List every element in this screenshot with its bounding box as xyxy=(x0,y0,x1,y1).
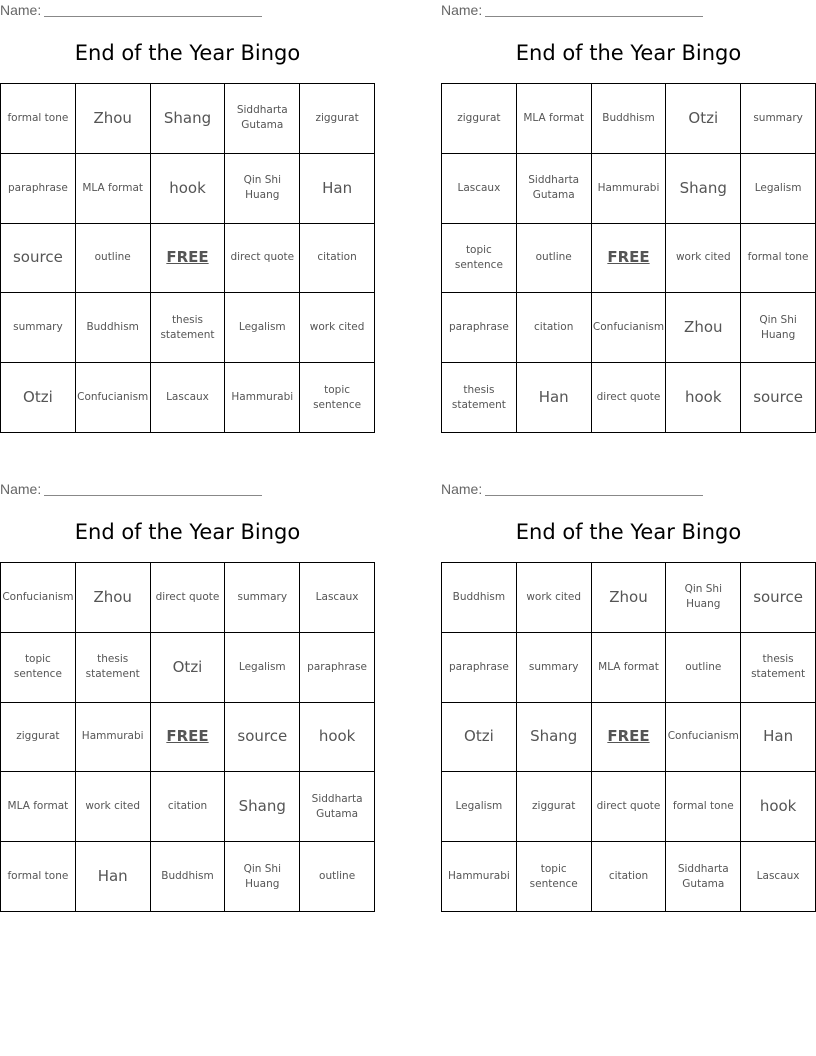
bingo-cell[interactable]: hook xyxy=(741,772,816,842)
name-label: Name: xyxy=(441,481,483,497)
bingo-cell[interactable]: Confucianism xyxy=(76,363,151,433)
bingo-cell[interactable]: topic sentence xyxy=(300,363,375,433)
bingo-cell[interactable]: Qin Shi Huang xyxy=(666,563,741,633)
bingo-grid xyxy=(441,83,816,433)
bingo-cell[interactable]: Shang xyxy=(517,703,592,773)
bingo-cell[interactable]: citation xyxy=(517,293,592,363)
bingo-cell[interactable]: formal tone xyxy=(666,772,741,842)
bingo-cell[interactable]: source xyxy=(741,563,816,633)
bingo-cell[interactable]: outline xyxy=(517,224,592,294)
bingo-cell[interactable]: ziggurat xyxy=(517,772,592,842)
bingo-cell[interactable]: Qin Shi Huang xyxy=(225,154,300,224)
bingo-cell[interactable]: hook xyxy=(666,363,741,433)
bingo-cell[interactable]: Shang xyxy=(225,772,300,842)
bingo-cell[interactable]: formal tone xyxy=(741,224,816,294)
bingo-cell[interactable]: paraphrase xyxy=(300,633,375,703)
bingo-cell[interactable]: MLA format xyxy=(592,633,667,703)
bingo-grid xyxy=(0,83,375,433)
bingo-cell[interactable]: source xyxy=(1,224,76,294)
free-space-cell[interactable]: FREE xyxy=(151,703,226,773)
bingo-cell[interactable]: direct quote xyxy=(592,363,667,433)
bingo-cell[interactable]: paraphrase xyxy=(442,293,517,363)
bingo-cell[interactable]: MLA format xyxy=(517,84,592,154)
bingo-cell[interactable]: direct quote xyxy=(592,772,667,842)
bingo-grid xyxy=(441,562,816,912)
bingo-cell[interactable]: outline xyxy=(666,633,741,703)
name-label: Name: xyxy=(441,2,483,18)
bingo-cell[interactable]: work cited xyxy=(76,772,151,842)
name-field[interactable] xyxy=(0,481,262,497)
bingo-cell[interactable]: ziggurat xyxy=(442,84,517,154)
bingo-cell[interactable]: Qin Shi Huang xyxy=(225,842,300,912)
card-title: End of the Year Bingo xyxy=(515,520,742,544)
bingo-cell[interactable]: citation xyxy=(592,842,667,912)
name-field[interactable] xyxy=(0,2,262,18)
name-field[interactable] xyxy=(441,481,703,497)
bingo-cell[interactable]: Lascaux xyxy=(151,363,226,433)
bingo-cell[interactable]: Hammurabi xyxy=(592,154,667,224)
bingo-grid xyxy=(0,562,375,912)
bingo-cell[interactable]: source xyxy=(741,363,816,433)
bingo-cell[interactable]: work cited xyxy=(517,563,592,633)
bingo-cell[interactable]: paraphrase xyxy=(1,154,76,224)
bingo-cell[interactable]: summary xyxy=(1,293,76,363)
name-field[interactable] xyxy=(441,2,703,18)
bingo-cell[interactable]: MLA format xyxy=(76,154,151,224)
bingo-cell[interactable]: topic sentence xyxy=(517,842,592,912)
bingo-cell[interactable]: Otzi xyxy=(442,703,517,773)
bingo-cell[interactable]: Buddhism xyxy=(442,563,517,633)
name-underline xyxy=(44,494,262,496)
bingo-cell[interactable]: direct quote xyxy=(151,563,226,633)
bingo-cell[interactable]: Han xyxy=(517,363,592,433)
bingo-cell[interactable]: Siddharta Gutama xyxy=(300,772,375,842)
bingo-cell[interactable]: Confucianism xyxy=(666,703,741,773)
bingo-cell[interactable]: topic sentence xyxy=(1,633,76,703)
bingo-cell[interactable]: work cited xyxy=(666,224,741,294)
name-underline xyxy=(44,15,262,17)
bingo-cell[interactable]: outline xyxy=(300,842,375,912)
bingo-cell[interactable]: hook xyxy=(151,154,226,224)
bingo-cell[interactable]: MLA format xyxy=(1,772,76,842)
card-title: End of the Year Bingo xyxy=(74,520,301,544)
bingo-cell[interactable]: formal tone xyxy=(1,842,76,912)
name-label: Name: xyxy=(0,481,42,497)
bingo-cell[interactable]: Zhou xyxy=(76,563,151,633)
bingo-cell[interactable]: paraphrase xyxy=(442,633,517,703)
bingo-cell[interactable]: Confucianism xyxy=(1,563,76,633)
bingo-cell[interactable]: Hammurabi xyxy=(442,842,517,912)
bingo-cell[interactable]: source xyxy=(225,703,300,773)
free-space-cell[interactable]: FREE xyxy=(151,224,226,294)
bingo-cell[interactable]: summary xyxy=(225,563,300,633)
bingo-cell[interactable]: Buddhism xyxy=(76,293,151,363)
bingo-cell[interactable]: Lascaux xyxy=(741,842,816,912)
bingo-cell[interactable]: Han xyxy=(741,703,816,773)
bingo-cell[interactable]: summary xyxy=(517,633,592,703)
bingo-cell[interactable]: citation xyxy=(151,772,226,842)
bingo-cell[interactable]: direct quote xyxy=(225,224,300,294)
bingo-cell[interactable]: Siddharta Gutama xyxy=(517,154,592,224)
bingo-cell[interactable]: Legalism xyxy=(442,772,517,842)
bingo-cell[interactable]: formal tone xyxy=(1,84,76,154)
bingo-cell[interactable]: thesis statement xyxy=(151,293,226,363)
bingo-cell[interactable]: Shang xyxy=(151,84,226,154)
bingo-cell[interactable]: Otzi xyxy=(1,363,76,433)
bingo-cell[interactable]: Zhou xyxy=(666,293,741,363)
bingo-cell[interactable]: Shang xyxy=(666,154,741,224)
bingo-cell[interactable]: Qin Shi Huang xyxy=(741,293,816,363)
bingo-cell[interactable]: outline xyxy=(76,224,151,294)
bingo-cell[interactable]: Hammurabi xyxy=(225,363,300,433)
bingo-cell[interactable]: thesis statement xyxy=(442,363,517,433)
card-title: End of the Year Bingo xyxy=(74,41,301,65)
bingo-cell[interactable]: citation xyxy=(300,224,375,294)
name-underline xyxy=(485,15,703,17)
free-space-cell[interactable]: FREE xyxy=(592,224,667,294)
bingo-cell[interactable]: Legalism xyxy=(741,154,816,224)
bingo-cell[interactable]: Zhou xyxy=(592,563,667,633)
bingo-cell[interactable]: Zhou xyxy=(76,84,151,154)
bingo-cell[interactable]: Otzi xyxy=(666,84,741,154)
bingo-cell[interactable]: Lascaux xyxy=(300,563,375,633)
bingo-cell[interactable]: topic sentence xyxy=(442,224,517,294)
bingo-cell[interactable]: Lascaux xyxy=(442,154,517,224)
bingo-cell[interactable]: Otzi xyxy=(151,633,226,703)
bingo-cell[interactable]: thesis statement xyxy=(76,633,151,703)
bingo-cell[interactable]: Confucianism xyxy=(592,293,667,363)
bingo-cell[interactable]: summary xyxy=(741,84,816,154)
bingo-cell[interactable]: thesis statement xyxy=(741,633,816,703)
name-underline xyxy=(485,494,703,496)
bingo-cell[interactable]: Buddhism xyxy=(592,84,667,154)
bingo-cell[interactable]: Buddhism xyxy=(151,842,226,912)
bingo-cell[interactable]: Legalism xyxy=(225,633,300,703)
bingo-cell[interactable]: Legalism xyxy=(225,293,300,363)
bingo-cell[interactable]: Han xyxy=(300,154,375,224)
bingo-cell[interactable]: hook xyxy=(300,703,375,773)
bingo-cell[interactable]: Hammurabi xyxy=(76,703,151,773)
bingo-cell[interactable]: ziggurat xyxy=(300,84,375,154)
name-label: Name: xyxy=(0,2,42,18)
bingo-cell[interactable]: Siddharta Gutama xyxy=(666,842,741,912)
bingo-cell[interactable]: Han xyxy=(76,842,151,912)
bingo-cell[interactable]: ziggurat xyxy=(1,703,76,773)
bingo-cell[interactable]: Siddharta Gutama xyxy=(225,84,300,154)
card-title: End of the Year Bingo xyxy=(515,41,742,65)
bingo-cell[interactable]: work cited xyxy=(300,293,375,363)
free-space-cell[interactable]: FREE xyxy=(592,703,667,773)
